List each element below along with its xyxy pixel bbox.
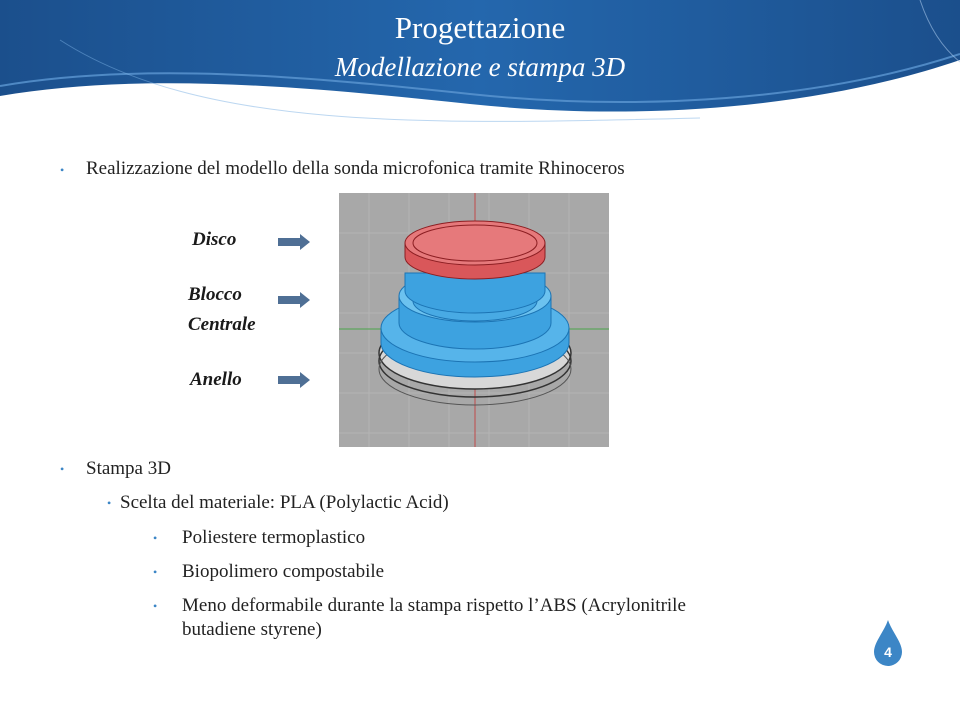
slide-subtitle: Modellazione e stampa 3D — [334, 52, 626, 82]
label-blocco: Blocco — [188, 284, 242, 305]
label-disco: Disco — [192, 229, 237, 250]
bullet-deformabile-line2: butadiene styrene) — [182, 619, 322, 640]
arrow-right-icon — [278, 292, 310, 308]
rhino-model-render — [339, 193, 609, 447]
arrow-right-icon — [278, 234, 310, 250]
label-anello: Anello — [190, 369, 242, 390]
label-centrale: Centrale — [188, 314, 256, 335]
bullet-dot: • — [60, 462, 65, 476]
page-number-badge — [874, 620, 902, 666]
bullet-materiale: Scelta del materiale: PLA (Polylactic Acid) — [120, 492, 449, 513]
bullet-dot: • — [60, 163, 65, 177]
bullet-dot: • — [153, 599, 158, 613]
slide-title: Progettazione — [394, 10, 566, 45]
bullet-modello: Realizzazione del modello della sonda microfonica tramite Rhinoceros — [86, 158, 625, 179]
bullet-dot: • — [153, 565, 158, 579]
arrow-right-icon — [278, 372, 310, 388]
bullet-poliestere: Poliestere termoplastico — [182, 527, 366, 548]
bullet-biopolimero: Biopolimero compostabile — [182, 561, 385, 582]
bullet-deformabile-line1: Meno deformabile durante la stampa rispetto l’ABS (Acrylonitrile — [182, 595, 686, 616]
page-number: 4 — [884, 644, 892, 660]
bullet-dot: • — [107, 496, 112, 510]
bullet-dot: • — [153, 531, 158, 545]
bullet-stampa: Stampa 3D — [86, 458, 171, 479]
